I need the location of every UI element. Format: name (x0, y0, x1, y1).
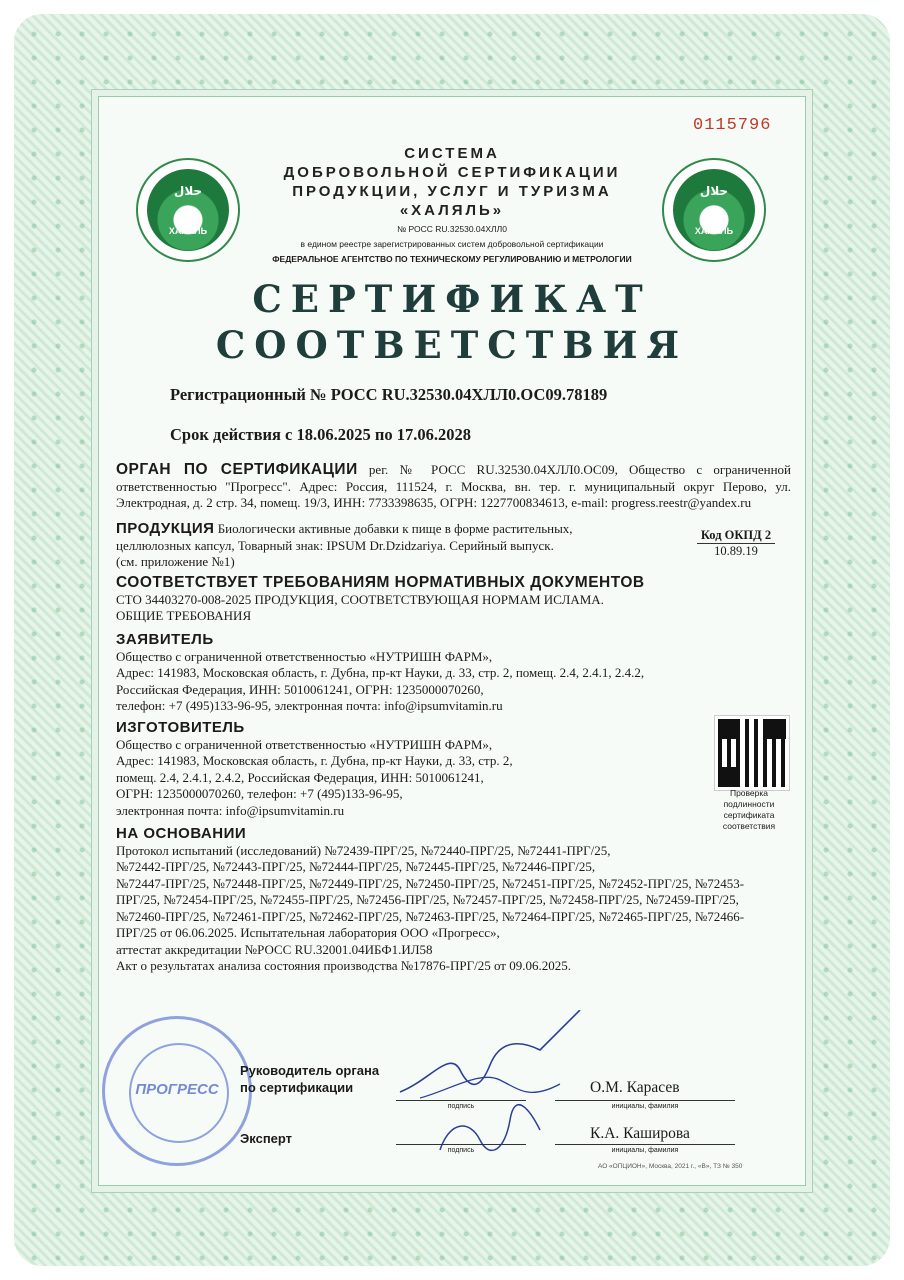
serial-number: 0115796 (693, 116, 772, 135)
signature-caption: подпись (447, 1103, 475, 1110)
basis-line: Акт о результатах анализа состояния производства №17876-ПРГ/25 от 09.06.2025. (116, 958, 571, 973)
organ-heading: ОРГАН ПО СЕРТИФИКАЦИИ (116, 461, 358, 478)
agency-name: ФЕДЕРАЛЬНОЕ АГЕНТСТВО ПО ТЕХНИЧЕСКОМУ РЕГУЛИРОВАНИЮ И МЕТРОЛОГИИ (272, 254, 632, 264)
qr-code[interactable] (715, 716, 789, 790)
basis-section (116, 826, 791, 975)
manufacturer-line: Адрес: 141983, Московская область, г. Дубна, пр-кт Науки, д. 33, стр. 2, (116, 753, 513, 768)
requirements-line-1: СТО 34403270-008-2025 ПРОДУКЦИЯ, СООТВЕТСТВУЮЩАЯ НОРМАМ ИСЛАМА. (116, 591, 604, 607)
stamp-text: ПРОГРЕСС (135, 1081, 219, 1098)
system-line-1: СИСТЕМА (404, 145, 500, 162)
okpd-value: 10.89.19 (714, 544, 758, 558)
requirements-section (116, 575, 791, 625)
manufacturer-heading: ИЗГОТОВИТЕЛЬ (116, 719, 245, 736)
emblem-arabic: حلال (699, 184, 729, 198)
basis-line: Протокол испытаний (исследований) №72439-ПРГ/25, №72440-ПРГ/25, №72441-ПРГ/25, (116, 842, 611, 858)
basis-line: №72447-ПРГ/25, №72448-ПРГ/25, №72449-ПРГ/25, №72450-ПРГ/25, №72451-ПРГ/25, №72452-ПРГ/25, №72453- (116, 875, 745, 891)
product-heading: ПРОДУКЦИЯ (116, 520, 215, 537)
name-caption: инициалы, фамилия (611, 1147, 679, 1154)
organization-stamp (102, 1016, 252, 1166)
name-line (555, 1144, 735, 1145)
halal-emblem-left (136, 158, 240, 262)
title-line-2: СООТВЕТСТВИЯ (215, 323, 689, 367)
system-header (236, 144, 668, 265)
emblem-arabic: حلال (173, 184, 203, 198)
manufacturer-line: электронная почта: info@ipsumvitamin.ru (116, 802, 345, 818)
okpd-label: Код ОКПД 2 (697, 528, 775, 544)
title-line-1: СЕРТИФИКАТ (252, 277, 652, 321)
requirements-heading: СООТВЕТСТВУЕТ ТРЕБОВАНИЯМ НОРМАТИВНЫХ ДОКУМЕНТОВ (116, 574, 645, 591)
qr-caption-line: соответствия (722, 821, 776, 831)
organ-text: рег. № РОСС RU.32530.04ХЛЛ0.ОС09, Общество с ограниченной ответственностью "Прогресс". Адрес: Россия, 111524, г. Москва, вн. тер. г. муниципальный округ Перово, ул. Электродная, д. 2 стр. 34, помещ. 19/3, ИНН: 7733398635, ОГРН: 1227700834613, e-mail: progress.reestr@yandex.ru (116, 462, 792, 510)
system-line-2: ДОБРОВОЛЬНОЙ СЕРТИФИКАЦИИ (283, 164, 621, 181)
emblem-caption: ХАЛЯЛЬ (694, 226, 734, 236)
registry-number: № РОСС RU.32530.04ХЛЛ0 (397, 224, 507, 234)
head-label (240, 1062, 379, 1096)
validity-period: Срок действия с 18.06.2025 по 17.06.2028 (170, 425, 472, 444)
handwritten-signatures (390, 1010, 590, 1160)
manufacturer-line: ОГРН: 1235000070260, телефон: +7 (495)133-96-95, (116, 786, 403, 801)
applicant-line: Общество с ограниченной ответственностью «НУТРИШН ФАРМ», (116, 648, 493, 664)
signature-line (396, 1100, 526, 1101)
product-line-3: (см. приложение №1) (116, 554, 235, 569)
requirements-line-2: ОБЩИЕ ТРЕБОВАНИЯ (116, 608, 252, 623)
manufacturer-line: помещ. 2.4, 2.4.1, 2.4.2, Российская Федерация, ИНН: 5010061241, (116, 769, 484, 785)
manufacturer-line: Общество с ограниченной ответственностью «НУТРИШН ФАРМ», (116, 736, 493, 752)
expert-name: К.А. Каширова (590, 1125, 690, 1142)
basis-line: ПРГ/25, №72454-ПРГ/25, №72455-ПРГ/25, №72456-ПРГ/25, №72457-ПРГ/25, №72458-ПРГ/25, №72459-ПРГ/25, (116, 892, 739, 907)
product-line-1: Биологически активные добавки к пище в форме растительных, (217, 521, 573, 536)
okpd-code (686, 528, 786, 559)
applicant-line: телефон: +7 (495)133-96-95, электронная почта: info@ipsumvitamin.ru (116, 698, 503, 713)
product-line-2: целлюлозных капсул, Товарный знак: IPSUM Dr.Dzidzariya. Серийный выпуск. (116, 537, 554, 553)
system-line-3: ПРОДУКЦИИ, УСЛУГ И ТУРИЗМА (292, 183, 612, 200)
head-label-line: по сертификации (240, 1080, 354, 1095)
basis-line: №72460-ПРГ/25, №72461-ПРГ/25, №72462-ПРГ/25, №72463-ПРГ/25, №72464-ПРГ/25, №72465-ПРГ/25, №72466- (116, 908, 745, 924)
basis-line: ПРГ/25 от 06.06.2025. Испытательная лаборатория ООО «Прогресс», (116, 925, 500, 940)
mosque-icon (673, 169, 755, 251)
qr-caption-line: сертификата (723, 810, 775, 820)
printer-note: АО «ОПЦИОН», Москва, 2021 г., «В», ТЗ № 350 (598, 1163, 743, 1170)
head-label-line: Руководитель органа (240, 1063, 380, 1078)
product-section (116, 521, 676, 571)
certificate-title (180, 276, 724, 368)
name-caption: инициалы, фамилия (611, 1103, 679, 1110)
head-name: О.М. Карасев (590, 1079, 680, 1096)
registration-number: Регистрационный № РОСС RU.32530.04ХЛЛ0.ОС09.78189 (170, 385, 608, 404)
qr-caption-line: Проверка (729, 788, 769, 798)
mosque-icon (147, 169, 229, 251)
expert-label: Эксперт (240, 1131, 293, 1146)
emblem-caption: ХАЛЯЛЬ (168, 226, 208, 236)
applicant-heading: ЗАЯВИТЕЛЬ (116, 631, 214, 648)
applicant-line: Российская Федерация, ИНН: 5010061241, ОГРН: 1235000070260, (116, 681, 484, 697)
basis-line: №72442-ПРГ/25, №72443-ПРГ/25, №72444-ПРГ/25, №72445-ПРГ/25, №72446-ПРГ/25, (116, 859, 596, 874)
manufacturer-section (116, 720, 676, 819)
applicant-line: Адрес: 141983, Московская область, г. Дубна, пр-кт Науки, д. 33, стр. 2, помещ. 2.4, 2.4.1, 2.4.2, (116, 665, 645, 680)
signature-caption: подпись (447, 1147, 475, 1154)
applicant-section (116, 632, 791, 715)
qr-caption-line: подлинности (723, 799, 775, 809)
certification-body (116, 462, 791, 512)
name-line (555, 1100, 735, 1101)
registry-line: в едином реестре зарегистрированных систем добровольной сертификации (300, 239, 604, 249)
basis-line: аттестат аккредитации №РОСС RU.32001.04ИБФ1.ИЛ58 (116, 941, 433, 957)
basis-heading: НА ОСНОВАНИИ (116, 825, 247, 842)
signature-line (396, 1144, 526, 1145)
halal-emblem-right (662, 158, 766, 262)
system-line-4: «ХАЛЯЛЬ» (399, 202, 505, 219)
